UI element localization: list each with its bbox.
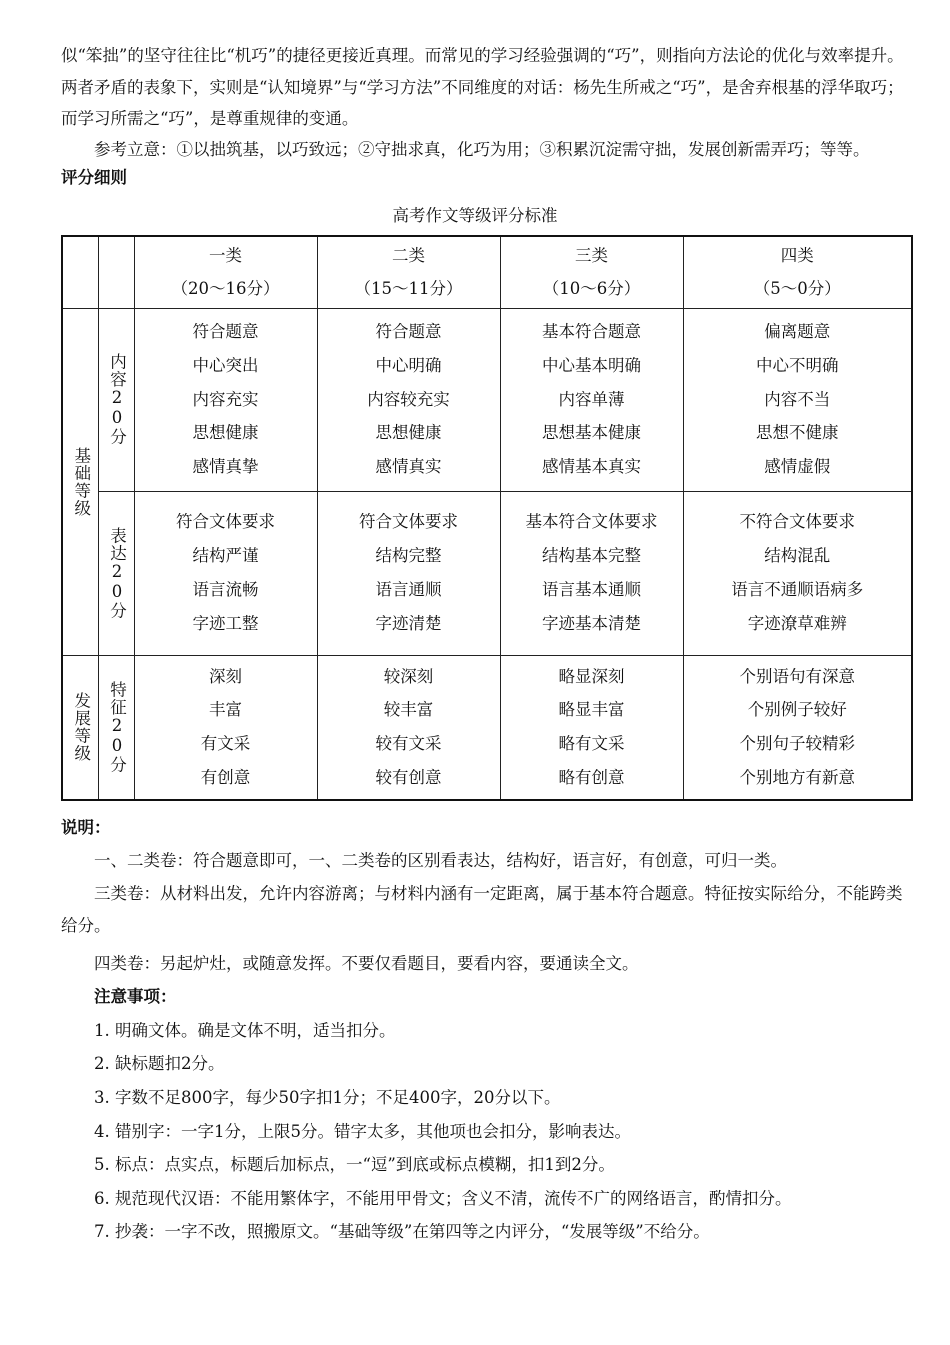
content-cell <box>683 308 912 491</box>
feature-row <box>62 655 912 800</box>
corner-cell <box>62 236 98 308</box>
attention-heading: 注意事项： <box>94 987 177 1006</box>
feature-label-cell <box>98 655 134 800</box>
criterion: 符合题意 <box>375 322 442 341</box>
reference-theme: 参考立意：①以拙筑基，以巧致远；②守拙求真，化巧为用；③积累沉淀需守拙，发展创新需弄巧；等等。 <box>94 140 870 159</box>
expression-cell <box>134 491 317 655</box>
attention-item: 3. 字数不足800字，每少50字扣1分；不足400字，20分以下。 <box>94 1088 561 1107</box>
criterion: 个别地方有新意 <box>739 768 855 788</box>
criterion: 略显深刻 <box>558 666 625 686</box>
header-class-4 <box>683 236 912 308</box>
criterion: 较丰富 <box>383 700 434 720</box>
header-row <box>62 236 912 308</box>
criterion: 较有创意 <box>375 768 442 788</box>
section-heading: 评分细则 <box>61 168 127 187</box>
feature-cell <box>683 655 912 800</box>
group-basic-label: 基础等级 <box>71 446 91 517</box>
criterion: 思想基本健康 <box>542 423 641 443</box>
expression-cell <box>500 491 683 655</box>
class-range: （5～0分） <box>753 279 841 299</box>
feature-cell <box>500 655 683 800</box>
class-name: 四类 <box>780 246 814 266</box>
class-name: 三类 <box>575 246 608 266</box>
criterion: 结构完整 <box>375 546 442 566</box>
expression-label-cell <box>98 491 134 655</box>
criterion: 略有文采 <box>558 734 625 754</box>
expression-cell <box>683 491 912 655</box>
header-class-1 <box>134 236 317 308</box>
content-label-cell <box>98 308 134 491</box>
group-dev-cell <box>62 655 98 800</box>
criterion: 字迹工整 <box>192 613 259 633</box>
criterion: 思想健康 <box>375 423 442 443</box>
expression-cell <box>317 491 500 655</box>
criterion: 基本符合题意 <box>542 322 641 341</box>
corner-cell <box>98 236 134 308</box>
criterion: 个别语句有深意 <box>739 666 855 686</box>
criterion: 字迹基本清楚 <box>542 613 641 633</box>
criterion: 感情虚假 <box>764 457 831 477</box>
criterion: 思想不健康 <box>756 423 839 443</box>
criterion: 符合文体要求 <box>359 512 458 532</box>
criterion: 感情真挚 <box>192 457 259 477</box>
criterion: 符合文体要求 <box>176 512 275 532</box>
criterion: 结构混乱 <box>764 546 831 566</box>
note-2: 三类卷：从材料出发，允许内容游离；与材料内涵有一定距离，属于基本符合题意。特征按实际给分，不能跨类给分。 <box>61 884 903 935</box>
criterion: 语言流畅 <box>192 580 259 599</box>
header-class-2 <box>317 236 500 308</box>
class-range: （20～16分） <box>171 279 280 299</box>
attention-item: 7. 抄袭：一字不改，照搬原文。“基础等级”在第四等之内评分，“发展等级”不给分。 <box>94 1222 710 1241</box>
criterion: 感情基本真实 <box>542 457 641 477</box>
criterion: 个别例子较好 <box>747 700 847 720</box>
criterion: 略有创意 <box>558 768 625 788</box>
grading-table <box>61 235 913 801</box>
criterion: 内容不当 <box>764 389 831 409</box>
criterion: 偏离题意 <box>764 322 831 341</box>
criterion: 符合题意 <box>192 322 259 341</box>
criterion: 内容单薄 <box>558 389 625 409</box>
criterion: 结构基本完整 <box>542 546 641 566</box>
attention-item: 5. 标点：点实点，标题后加标点，一“逗”到底或标点模糊，扣1到2分。 <box>94 1155 615 1174</box>
class-range: （15～11分） <box>354 279 463 299</box>
criterion: 字迹潦草难辨 <box>747 613 847 633</box>
expression-label: 表达20分 <box>107 526 127 620</box>
criterion: 有创意 <box>200 768 251 788</box>
feature-cell <box>317 655 500 800</box>
content-cell <box>134 308 317 491</box>
content-cell <box>500 308 683 491</box>
expression-row <box>62 491 912 655</box>
criterion: 结构严谨 <box>192 546 259 566</box>
group-basic-cell <box>62 308 98 655</box>
attention-item: 1. 明确文体。确是文体不明，适当扣分。 <box>94 1021 396 1040</box>
criterion: 内容充实 <box>192 389 259 409</box>
criterion: 不符合文体要求 <box>739 512 855 532</box>
intro-paragraph: 似“笨拙”的坚守往往比“机巧”的捷径更接近真理。而常见的学习经验强调的“巧”，则指向方法论的优化与效率提升。两者矛盾的表象下，实则是“认知境界”与“学习方法”不同维度的对话：杨先生所戒之“巧”，是舍弃根基的浮华取巧；而学习所需之“巧”，是尊重规律的变通。 <box>61 46 904 128</box>
criterion: 基本符合文体要求 <box>525 512 658 532</box>
criterion: 较有文采 <box>375 734 442 754</box>
note-3: 四类卷：另起炉灶，或随意发挥。不要仅看题目，要看内容，要通读全文。 <box>94 954 639 973</box>
header-class-3 <box>500 236 683 308</box>
criterion: 思想健康 <box>192 423 259 443</box>
criterion: 语言不通顺语病多 <box>731 580 864 599</box>
attention-item: 2. 缺标题扣2分。 <box>94 1054 225 1073</box>
criterion: 中心突出 <box>192 355 259 375</box>
criterion: 有文采 <box>200 734 251 754</box>
table-title: 高考作文等级评分标准 <box>392 206 558 225</box>
criterion: 中心不明确 <box>756 355 839 375</box>
criterion: 丰富 <box>209 700 242 720</box>
content-row <box>62 308 912 491</box>
criterion: 语言基本通顺 <box>542 580 641 599</box>
criterion: 语言通顺 <box>375 580 442 599</box>
criterion: 内容较充实 <box>367 389 450 409</box>
class-name: 一类 <box>209 246 242 266</box>
class-range: （10～6分） <box>542 279 641 299</box>
attention-item: 4. 错别字：一字1分，上限5分。错字太多，其他项也会扣分，影响表达。 <box>94 1122 631 1141</box>
criterion: 感情真实 <box>375 457 442 477</box>
content-cell <box>317 308 500 491</box>
criterion: 深刻 <box>209 666 242 686</box>
criterion: 中心明确 <box>375 355 442 375</box>
criterion: 略显丰富 <box>558 700 625 720</box>
note-1: 一、二类卷：符合题意即可，一、二类卷的区别看表达，结构好，语言好，有创意，可归一类。 <box>94 851 787 870</box>
group-dev-label: 发展等级 <box>71 692 91 763</box>
content-label: 内容20分 <box>107 353 127 446</box>
criterion: 字迹清楚 <box>375 613 442 633</box>
criterion: 个别句子较精彩 <box>739 734 855 754</box>
attention-item: 6. 规范现代汉语：不能用繁体字，不能用甲骨文；含义不清，流传不广的网络语言，酌情扣分。 <box>94 1189 792 1208</box>
criterion: 较深刻 <box>383 666 434 686</box>
criterion: 中心基本明确 <box>542 355 641 375</box>
feature-label: 特征20分 <box>107 681 127 774</box>
feature-cell <box>134 655 317 800</box>
class-name: 二类 <box>392 246 425 266</box>
notes-heading: 说明： <box>61 818 111 837</box>
